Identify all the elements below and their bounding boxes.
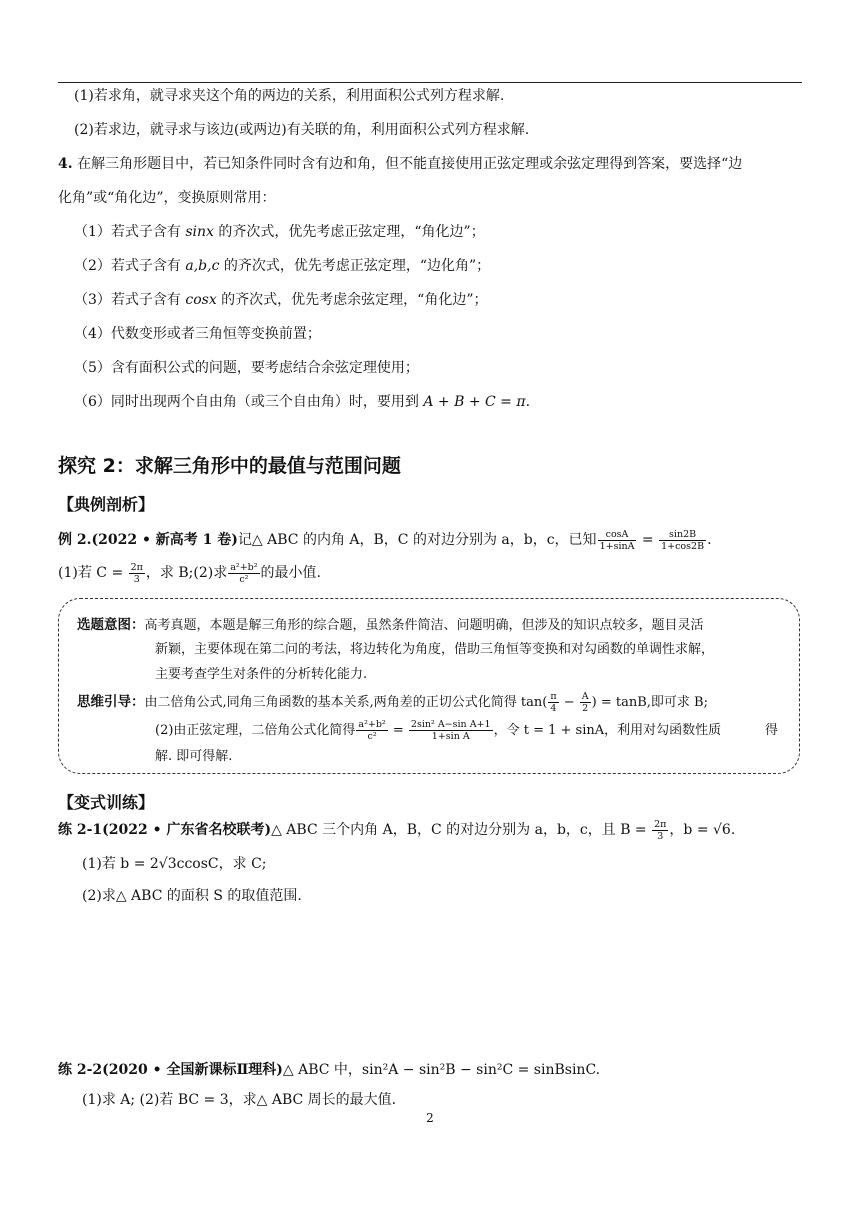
rule-5: （5）含有面积公式的问题，要考虑结合余弦定理使用；: [74, 360, 419, 376]
fraction: $\frac{2\pi}{3}$: [654, 818, 667, 842]
page-number: 2: [426, 1111, 434, 1125]
fraction: $\frac{\text{2sin² A−sin A+1}}{\text{1+sin A}}$: [410, 719, 491, 742]
intent-line-3: 主要考查学生对条件的分析转化能力.: [155, 667, 368, 682]
example-heading: 【典例剖析】: [58, 495, 155, 514]
top-item-1: (1)若求角，就寻求夹这个角的两边的关系，利用面积公式列方程求解.: [74, 88, 505, 104]
fraction: $\frac{\pi}{4}$: [550, 691, 557, 714]
practice-2-1-statement: 练 2-1(2022 • 广东省名校联考)△ ABC 三个内角 A，B，C 的对边分别为 a，b，c，且 B = $\frac{2\pi}{3}$ ，b = √6.: [58, 818, 736, 842]
practice-2-1-q2: (2)求△ ABC 的面积 S 的取值范围.: [82, 888, 302, 904]
header-rule: [58, 82, 802, 83]
section-title: 探究 2：求解三角形中的最值与范围问题: [58, 455, 401, 477]
guide-line-3: 解. 即可得解.: [155, 749, 233, 764]
top-item-2: (2)若求边，就寻求与该边(或两边)有关联的角，利用面积公式列方程求解.: [74, 122, 530, 138]
fraction: $\frac{A}{2}$: [581, 691, 589, 714]
rule-6: （6）同时出现两个自由角（或三个自由角）时，要用到 A + B + C = π.: [74, 394, 531, 410]
practice-2-2-questions: (1)求 A; (2)若 BC = 3，求△ ABC 周长的最大值.: [82, 1092, 397, 1108]
intent-line-2: 新颖，主要体现在第二问的考法，将边转化为角度，借助三角恒等变换和对勾函数的单调性求解，: [155, 642, 715, 657]
fraction: $\frac{\sin 2B}{1+\cos 2B}$: [661, 528, 705, 552]
example-2-questions: (1)若 C = $\frac{2\pi}{3}$ ，求 B;(2)求 $\frac{\text{a²+b²}}{\text{c²}}$ 的最小值.: [58, 561, 321, 585]
fraction: $\frac{2\pi}{3}$: [130, 561, 143, 585]
item4-text-1: 在解三角形题目中，若已知条件同时含有边和角，但不能直接使用正弦定理或余弦定理得到答案，要选择“边: [77, 156, 743, 172]
rule-4: （4）代数变形或者三角恒等变换前置；: [74, 326, 321, 342]
rule-2: （2）若式子含有 a,b,c 的齐次式，优先考虑正弦定理，“边化角”；: [74, 258, 491, 274]
practice-2-2-statement: 练 2-2(2020 • 全国新课标Ⅱ理科)△ ABC 中，sin²A − sin²B − sin²C = sinBsinC.: [58, 1062, 601, 1078]
item4-line1: [58, 154, 742, 174]
item4-line2: 化角”或“角化边”，变换原则常用：: [58, 190, 276, 206]
guide-line-2: (2)由正弦定理，二倍角公式化简得 $\frac{\text{a²+b²}}{\text{c²}}$ = $\frac{\text{2sin² A−sin A+1}}{\text{1+sin A}}$ ，令 t = 1 + sinA，利用对勾函数性质: [155, 719, 722, 742]
variant-heading: 【变式训练】: [58, 793, 155, 812]
intent-label: 选题意图：: [77, 617, 145, 633]
intent-line-1: 选题意图：高考真题，本题是解三角形的综合题，虽然条件简洁、问题明确，但涉及的知识点较多，题目灵活: [77, 617, 704, 633]
guide-label: 思维引导：: [77, 694, 145, 710]
item4-number: 4.: [58, 156, 73, 172]
rule-1: （1）若式子含有 sinx 的齐次式，优先考虑正弦定理，“角化边”；: [74, 224, 485, 240]
fraction: $\frac{\cos A}{1+\sin A}$: [599, 528, 635, 552]
practice-2-1-q1: (1)若 b = 2√3ccosC，求 C;: [82, 856, 267, 872]
rule-3: （3）若式子含有 cosx 的齐次式，优先考虑余弦定理，“角化边”；: [74, 292, 488, 308]
fraction: $\frac{\text{a²+b²}}{\text{c²}}$: [358, 719, 386, 742]
analysis-box: [58, 598, 800, 774]
example-2-statement: 例 2.(2022 • 新高考 1 卷)记△ ABC 的内角 A，B，C 的对边分别为 a，b，c，已知 $\frac{\cos A}{1+\sin A}$ = $\frac{\sin 2B}{1+\cos 2B}$ .: [58, 528, 712, 552]
guide-line-1: 思维引导：由二倍角公式,同角三角函数的基本关系,两角差的正切公式化简得 tan( $\frac{\pi}{4}$ − $\frac{A}{2}$ ) = tanB,即可求 B;: [77, 691, 708, 714]
guide-line-2-end: 得: [765, 723, 779, 738]
fraction: $\frac{\text{a²+b²}}{\text{c²}}$: [230, 561, 258, 585]
